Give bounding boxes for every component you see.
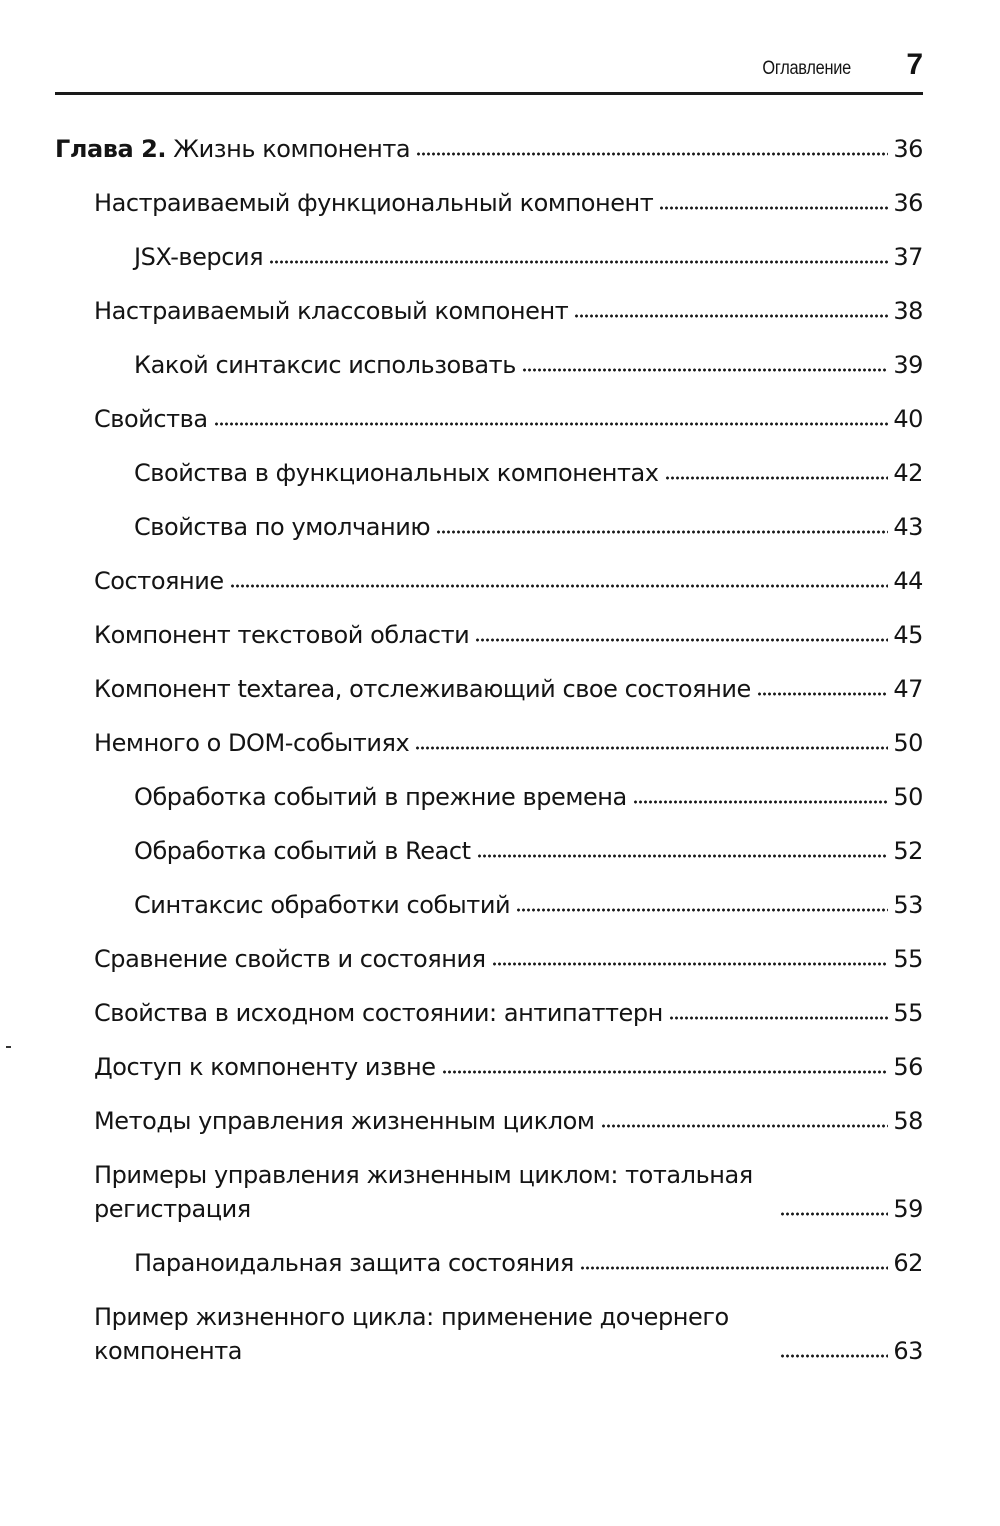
- toc-entry-title: [55, 132, 410, 166]
- toc-entry: [55, 186, 923, 220]
- toc-entry-title: Свойства в исходном состоянии: антипаттерн: [94, 999, 663, 1027]
- toc-entry: [55, 564, 923, 598]
- toc-dot-leader: [442, 1067, 888, 1077]
- toc-dot-leader: [516, 905, 888, 915]
- toc-entry-title: Пример жизненного цикла: применение дочернего компонента: [94, 1303, 729, 1365]
- toc-entry-title: Параноидальная защита состояния: [134, 1249, 574, 1277]
- toc-dot-leader: [475, 635, 888, 645]
- toc-dot-leader: [659, 203, 888, 213]
- toc-entry-title: Компонент textarea, отслеживающий свое состояние: [94, 675, 751, 703]
- toc-chapter-title: Жизнь компонента: [173, 135, 411, 163]
- toc-dot-leader: [415, 743, 888, 753]
- toc-entry-title: Компонент текстовой области: [94, 621, 470, 649]
- toc-entry: [55, 888, 923, 922]
- toc-entry-page: 38: [893, 297, 923, 325]
- toc-entry-page: 36: [893, 189, 923, 217]
- running-title: Оглавление: [762, 58, 851, 79]
- toc-dot-leader: [522, 365, 888, 375]
- margin-mark: [6, 1046, 11, 1048]
- toc-entry-page: 50: [893, 729, 923, 757]
- toc-entry-title: Немного о DOM-событиях: [94, 729, 410, 757]
- toc-entry: [55, 618, 923, 652]
- toc-dot-leader: [669, 1013, 888, 1023]
- toc-dot-leader: [757, 689, 888, 699]
- toc-entry: [55, 510, 923, 544]
- toc-dot-leader: [780, 1209, 888, 1219]
- toc-entry: [55, 996, 923, 1030]
- toc-dot-leader: [574, 311, 888, 321]
- toc-entry-page: 50: [893, 783, 923, 811]
- toc-entry-page: 40: [893, 405, 923, 433]
- toc-dot-leader: [665, 473, 888, 483]
- toc-entry: [55, 780, 923, 814]
- toc-dot-leader: [230, 581, 888, 591]
- toc-entry-page: 58: [893, 1107, 923, 1135]
- page-number: 7: [906, 48, 923, 81]
- toc-entry-page: 37: [893, 243, 923, 271]
- toc-entry-page: 36: [893, 135, 923, 163]
- toc-entry-page: 39: [893, 351, 923, 379]
- toc-entry-page: 55: [893, 999, 923, 1027]
- toc-entry-title: Состояние: [94, 567, 224, 595]
- toc-entry-page: 53: [893, 891, 923, 919]
- toc-entry-title: Настраиваемый функциональный компонент: [94, 189, 654, 217]
- toc-entry-title: Свойства в функциональных компонентах: [134, 459, 659, 487]
- toc-entry-title: Обработка событий в React: [134, 837, 471, 865]
- toc-dot-leader: [601, 1121, 888, 1131]
- toc-entry-page: 62: [893, 1249, 923, 1277]
- toc-dot-leader: [580, 1263, 888, 1273]
- toc-dot-leader: [633, 797, 888, 807]
- toc-entry-title: Свойства: [94, 405, 208, 433]
- toc-entry: [55, 942, 923, 976]
- toc-dot-leader: [214, 419, 888, 429]
- toc-entry-page: 52: [893, 837, 923, 865]
- toc-entry: [55, 1246, 923, 1280]
- toc-entry: [55, 240, 923, 274]
- toc-entry: [55, 726, 923, 760]
- toc-chapter-entry: [55, 132, 923, 166]
- toc-entry-title: JSX-версия: [134, 243, 264, 271]
- toc-entry-title: Синтаксис обработки событий: [134, 891, 511, 919]
- toc-entry-page: 63: [893, 1337, 923, 1365]
- toc-entry: [55, 294, 923, 328]
- toc-dot-leader: [436, 527, 888, 537]
- table-of-contents: [55, 132, 923, 1388]
- toc-entry-page: 42: [893, 459, 923, 487]
- toc-entry-page: 45: [893, 621, 923, 649]
- toc-entry-title: Свойства по умолчанию: [134, 513, 431, 541]
- toc-entry-page: 59: [893, 1195, 923, 1223]
- toc-entry: [55, 1104, 923, 1138]
- toc-entry-page: 56: [893, 1053, 923, 1081]
- toc-dot-leader: [780, 1351, 888, 1361]
- toc-entry-title: Какой синтаксис использовать: [134, 351, 516, 379]
- toc-entry-page: 44: [893, 567, 923, 595]
- toc-entry: [55, 348, 923, 382]
- running-head: [55, 44, 923, 95]
- toc-entry-title: Доступ к компоненту извне: [94, 1053, 436, 1081]
- toc-entry-title: Сравнение свойств и состояния: [94, 945, 486, 973]
- toc-entry: [55, 834, 923, 868]
- toc-entry: [55, 1050, 923, 1084]
- toc-dot-leader: [477, 851, 888, 861]
- toc-dot-leader: [416, 149, 888, 159]
- toc-entry-page: 43: [893, 513, 923, 541]
- toc-entry-page: 55: [893, 945, 923, 973]
- toc-chapter-label: Глава 2.: [55, 135, 167, 163]
- toc-entry: [55, 1158, 923, 1226]
- toc-entry: [55, 1300, 923, 1368]
- toc-dot-leader: [492, 959, 888, 969]
- toc-entry-title: Примеры управления жизненным циклом: тотальная регистрация: [94, 1161, 753, 1223]
- toc-entry: [55, 402, 923, 436]
- toc-entry-title: Методы управления жизненным циклом: [94, 1107, 595, 1135]
- toc-entry-title: Настраиваемый классовый компонент: [94, 297, 569, 325]
- toc-entry: [55, 456, 923, 490]
- toc-entry-title: Обработка событий в прежние времена: [134, 783, 627, 811]
- toc-entry-page: 47: [893, 675, 923, 703]
- toc-dot-leader: [269, 257, 888, 267]
- toc-entry: [55, 672, 923, 706]
